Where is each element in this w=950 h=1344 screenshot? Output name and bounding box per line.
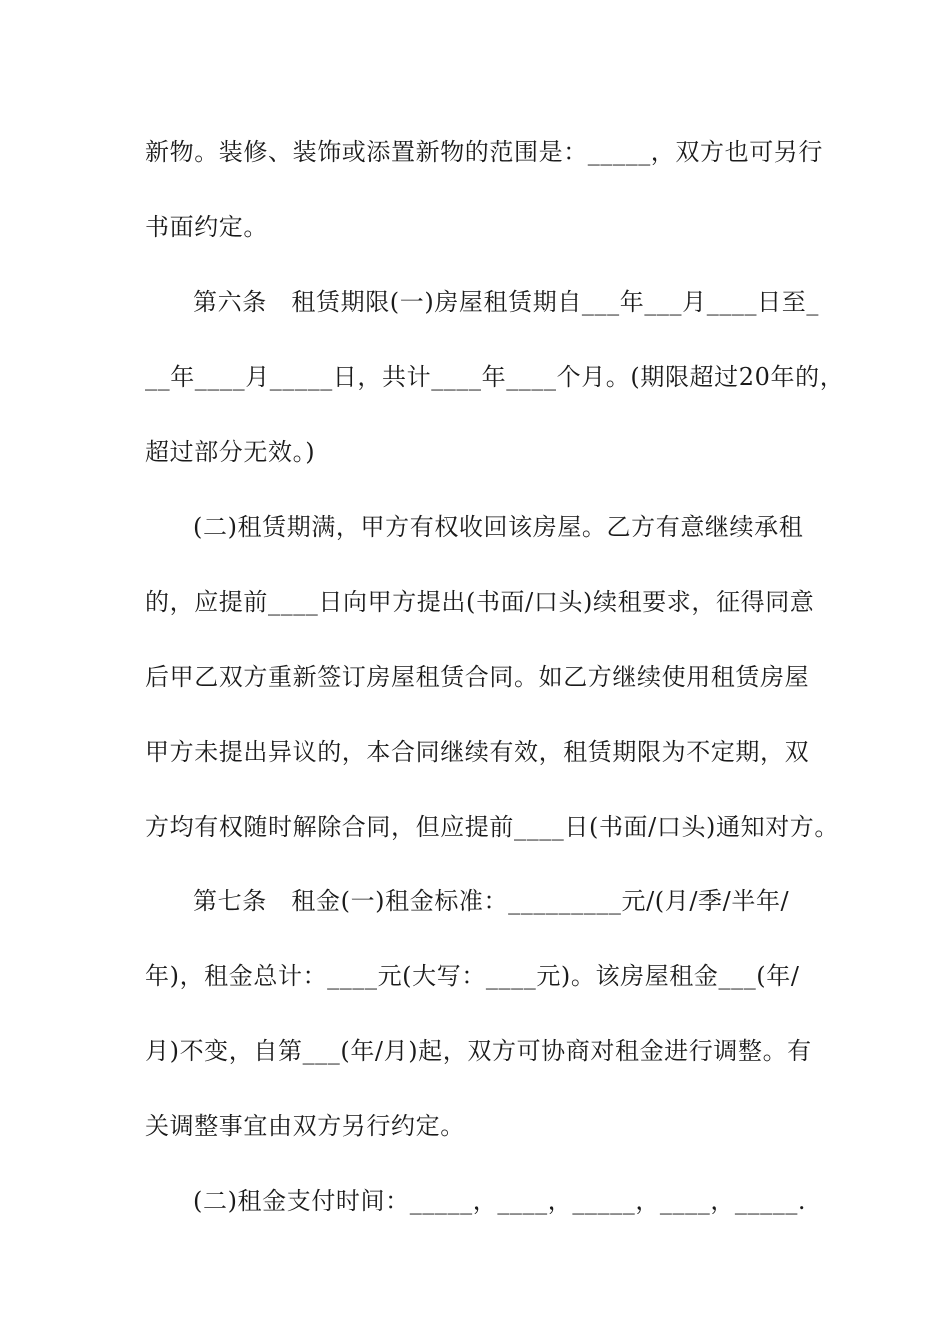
text-line: 超过部分无效。) <box>145 438 316 466</box>
article-7-heading-line: 第七条 租金(一)租金标准：_________元/(月/季/半年/ <box>193 887 790 915</box>
text-line: 甲方未提出异议的，本合同继续有效，租赁期限为不定期，双 <box>145 738 810 766</box>
text-line: 后甲乙双方重新签订房屋租赁合同。如乙方继续使用租赁房屋 <box>145 663 810 691</box>
text-line: 年)，租金总计：____元(大写：____元)。该房屋租金___(年/ <box>145 962 800 990</box>
article-6-heading-line: 第六条 租赁期限(一)房屋租赁期自___年___月____日至_ <box>193 288 819 316</box>
paragraph-start-line: (二)租赁期满，甲方有权收回该房屋。乙方有意继续承租 <box>193 513 804 541</box>
paragraph-start-line: (二)租金支付时间：_____，____，_____，____，_____. <box>193 1187 807 1215</box>
text-line: 新物。装修、装饰或添置新物的范围是：_____，双方也可另行 <box>145 138 823 166</box>
text-line: 书面约定。 <box>145 213 268 241</box>
text-line: __年____月_____日，共计____年____个月。(期限超过20年的， <box>145 363 845 391</box>
text-line: 关调整事宜由双方另行约定。 <box>145 1112 465 1140</box>
text-line: 方均有权随时解除合同，但应提前____日(书面/口头)通知对方。 <box>145 813 840 841</box>
text-line: 的，应提前____日向甲方提出(书面/口头)续租要求，征得同意 <box>145 588 815 616</box>
text-line: 月)不变，自第___(年/月)起，双方可协商对租金进行调整。有 <box>145 1037 812 1065</box>
